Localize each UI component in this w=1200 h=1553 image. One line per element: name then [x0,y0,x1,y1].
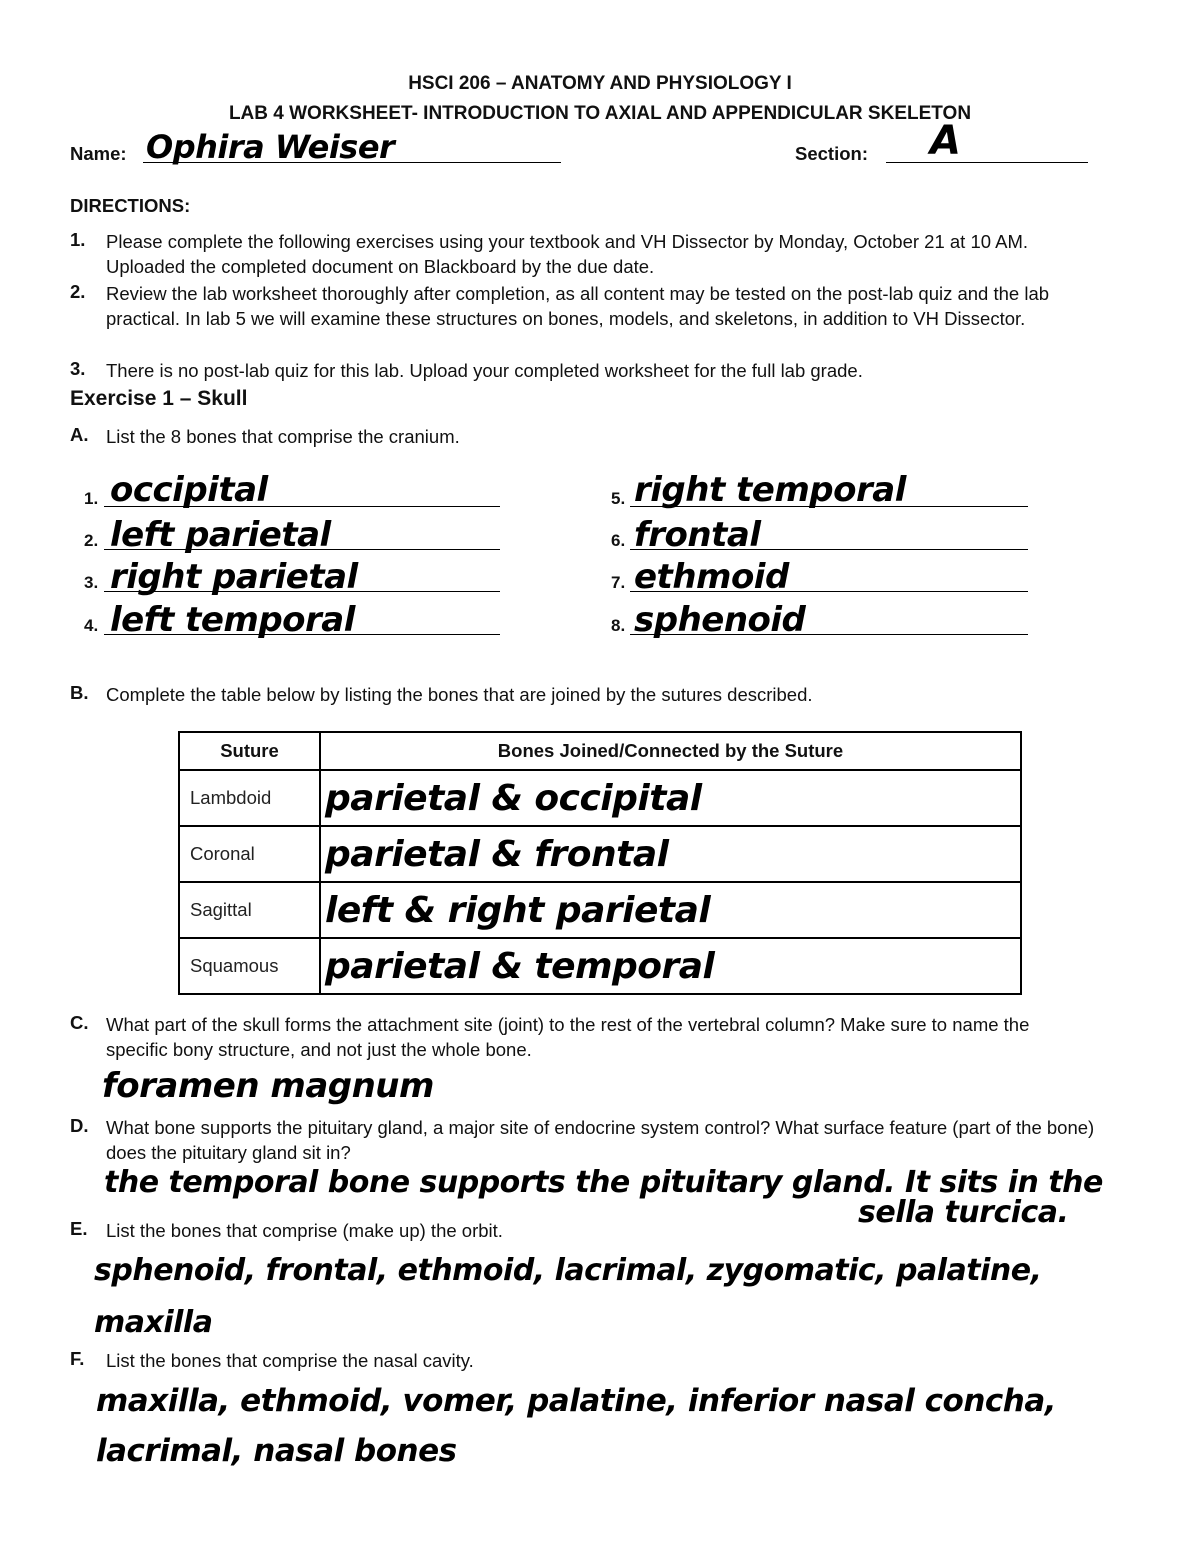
question-f-letter: F. [70,1348,85,1369]
bones-cell[interactable]: parietal & temporal [320,938,1021,994]
bones-cell[interactable]: left & right parietal [320,882,1021,938]
question-d-text: What bone supports the pituitary gland, a major site of endocrine system control? What surface feature (part of the bone) does the pituitary gland sit in? [106,1117,1095,1163]
table-header-row [179,732,1021,770]
answer-c[interactable]: foramen magnum [102,1066,434,1106]
answer-number: 7. [611,573,626,592]
lab-title: LAB 4 WORKSHEET- INTRODUCTION TO AXIAL AND APPENDICULAR SKELETON [228,103,972,124]
question-d-letter: D. [70,1115,89,1136]
question-b-text: Complete the table below by listing the bones that are joined by the sutures described. [106,684,813,705]
suture-cell: Coronal [179,826,320,882]
question-e-text: List the bones that comprise (make up) the orbit. [106,1220,503,1241]
direction-number: 2. [70,281,86,302]
question-e-letter: E. [70,1218,88,1239]
question-f-text: List the bones that comprise the nasal cavity. [106,1350,474,1371]
suture-cell: Sagittal [179,882,320,938]
answer-number: 6. [611,531,626,550]
name-value[interactable]: Ophira Weiser [146,128,395,166]
bones-cell[interactable]: parietal & frontal [320,826,1021,882]
answer-d-line1[interactable]: the temporal bone supports the pituitary gland. It sits in the [104,1165,1103,1200]
suture-cell: Lambdoid [179,770,320,826]
answer-number: 4. [84,616,99,635]
question-a-letter: A. [70,424,89,445]
direction-text: Please complete the following exercises using your textbook and VH Dissector by Monday, October 21 at 10 AM. Uploaded the completed document on Blackboard by the due date. [106,231,1029,277]
answer-value[interactable]: sphenoid [634,600,806,640]
answer-value[interactable]: left parietal [110,515,331,555]
directions-heading: DIRECTIONS: [70,195,191,216]
table-header: Suture [179,732,320,770]
exercise-title: Exercise 1 – Skull [70,387,248,410]
answer-value[interactable]: right parietal [110,557,358,597]
answer-e-line2[interactable]: maxilla [94,1305,213,1340]
question-c-letter: C. [70,1012,89,1033]
bones-cell[interactable]: parietal & occipital [320,770,1021,826]
table-row [179,826,1021,882]
answer-e-line1[interactable]: sphenoid, frontal, ethmoid, lacrimal, zygomatic, palatine, [94,1253,1042,1288]
answer-f-line2[interactable]: lacrimal, nasal bones [96,1433,457,1469]
direction-text: There is no post-lab quiz for this lab. Upload your completed worksheet for the full lab grade. [106,360,863,381]
answer-d-line2[interactable]: sella turcica. [858,1195,1069,1230]
answer-number: 8. [611,616,626,635]
suture-table [178,731,1022,995]
table-row [179,770,1021,826]
direction-text: Review the lab worksheet thoroughly after completion, as all content may be tested on the post-lab quiz and the lab practical. In lab 5 we will examine these structures on bones, models, and skeletons, in addition to VH Dissector. [106,283,1050,329]
answer-number: 3. [84,573,99,592]
table-row [179,882,1021,938]
answer-value[interactable]: occipital [110,470,268,510]
answer-value[interactable]: left temporal [110,600,355,640]
question-c-text: What part of the skull forms the attachment site (joint) to the rest of the vertebral column? Make sure to name the specific bony structure, and not just the whole bone. [106,1014,1030,1060]
section-underline [886,162,1088,163]
answer-value[interactable]: ethmoid [634,557,789,597]
section-label: Section: [795,143,868,164]
course-title: HSCI 206 – ANATOMY AND PHYSIOLOGY I [408,73,792,94]
answer-number: 5. [611,489,626,508]
answer-value[interactable]: frontal [634,515,761,555]
section-value[interactable]: A [930,118,961,164]
question-b-letter: B. [70,682,89,703]
answer-f-line1[interactable]: maxilla, ethmoid, vomer, palatine, inferior nasal concha, [96,1383,1057,1419]
name-label: Name: [70,143,127,164]
answer-number: 1. [84,489,99,508]
direction-number: 1. [70,229,86,250]
table-header: Bones Joined/Connected by the Suture [320,732,1021,770]
suture-cell: Squamous [179,938,320,994]
table-row [179,938,1021,994]
answer-number: 2. [84,531,99,550]
question-a-text: List the 8 bones that comprise the cranium. [106,426,460,447]
answer-value[interactable]: right temporal [634,470,906,510]
direction-number: 3. [70,358,86,379]
